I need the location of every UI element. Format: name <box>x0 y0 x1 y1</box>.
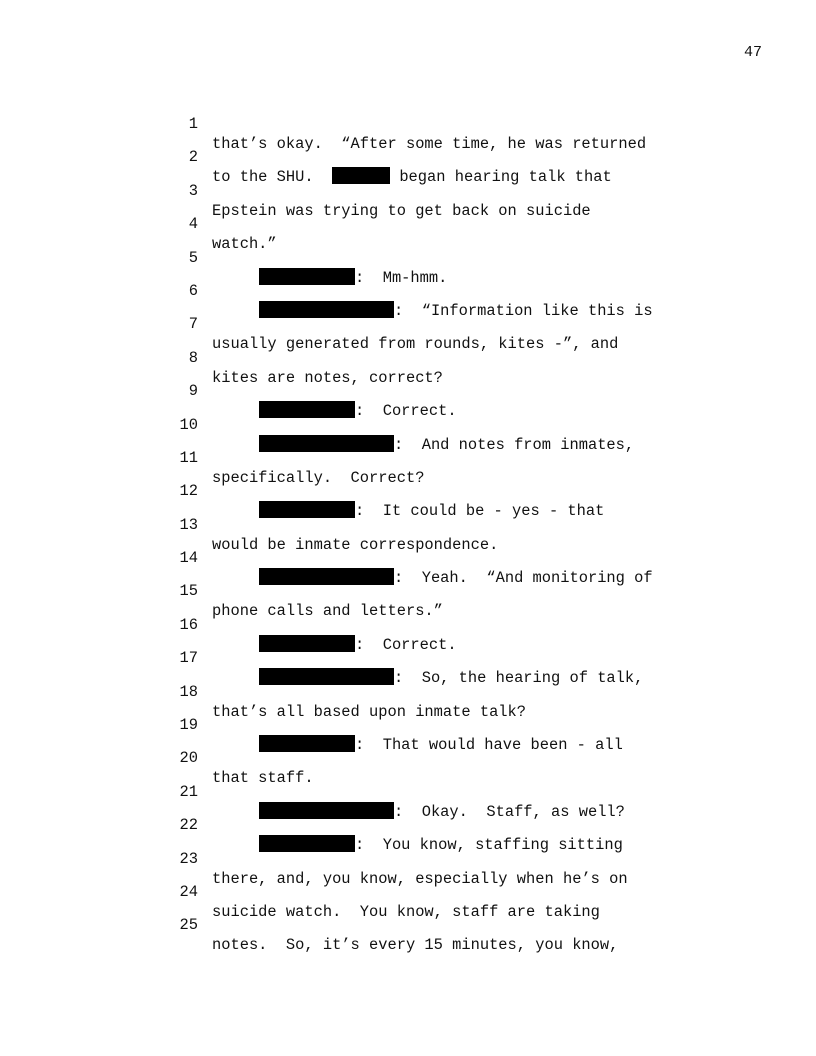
speaker-text: : Mm-hmm. <box>355 268 448 287</box>
line-text: would be inmate correspondence. <box>212 535 499 554</box>
line-number: 9 <box>188 382 198 401</box>
transcript-line <box>170 662 690 721</box>
speaker-text: : “Information like this is <box>394 301 653 320</box>
line-text: kites are notes, correct? <box>212 368 443 387</box>
line-text: phone calls and letters.” <box>212 602 443 621</box>
line-text: there, and, you know, especially when he’s on <box>212 869 628 888</box>
speaker-text: : Correct. <box>355 635 457 654</box>
speaker-text: : Yeah. “And monitoring of <box>394 569 653 588</box>
line-number: 17 <box>179 649 198 668</box>
transcript-line <box>170 461 690 521</box>
speaker-text: : You know, staffing sitting <box>355 836 623 855</box>
line-number: 24 <box>179 882 198 901</box>
line-text: suicide watch. You know, staff are taking <box>212 902 600 921</box>
line-text-before-redaction: to the SHU. <box>212 168 333 187</box>
transcript-line <box>170 728 690 788</box>
transcript-line <box>170 395 690 454</box>
line-number: 1 <box>188 115 198 133</box>
speaker-text: : That would have been - all <box>355 736 623 755</box>
line-number: 5 <box>188 248 198 267</box>
transcript-line <box>170 228 690 287</box>
line-text: that’s okay. “After some time, he was returned <box>212 135 647 153</box>
transcript-line <box>170 829 690 888</box>
line-number: 23 <box>179 849 198 868</box>
line-text-after-redaction: began hearing talk that <box>390 168 612 187</box>
line-number: 3 <box>188 181 198 200</box>
transcript-line <box>170 628 690 688</box>
transcript-line <box>170 94 690 153</box>
line-number: 18 <box>179 682 198 701</box>
transcript-line <box>170 762 690 821</box>
transcript-body <box>170 94 690 955</box>
transcript-line <box>170 795 690 855</box>
transcript-line <box>170 528 690 588</box>
line-text: Epstein was trying to get back on suicide <box>212 201 591 220</box>
transcript-line <box>170 127 690 187</box>
speaker-text: : So, the hearing of talk, <box>394 669 644 688</box>
line-number: 4 <box>188 215 198 234</box>
page-number: 47 <box>743 44 762 61</box>
line-text: that’s all based upon inmate talk? <box>212 702 527 721</box>
transcript-line <box>170 194 690 254</box>
line-text: that staff. <box>212 769 314 788</box>
transcript-line <box>170 595 690 654</box>
line-number: 14 <box>179 549 198 568</box>
line-number: 10 <box>179 415 198 434</box>
line-number: 16 <box>179 615 198 634</box>
line-number: 13 <box>179 515 198 534</box>
line-number: 19 <box>179 716 198 735</box>
transcript-line <box>170 561 690 621</box>
speaker-text: : Okay. Staff, as well? <box>394 802 625 821</box>
transcript-line <box>170 361 690 421</box>
transcript-line <box>170 495 690 554</box>
line-text: specifically. Correct? <box>212 468 425 487</box>
line-number: 12 <box>179 482 198 501</box>
transcript-line <box>170 895 690 955</box>
line-number: 2 <box>188 148 198 167</box>
transcript-line <box>170 261 690 320</box>
speaker-text: : And notes from inmates, <box>394 435 635 454</box>
line-number: 7 <box>188 315 198 334</box>
transcript-line <box>170 328 690 387</box>
speaker-text: : Correct. <box>355 402 457 421</box>
line-text: watch.” <box>212 235 277 254</box>
transcript-line <box>170 294 690 354</box>
line-number: 22 <box>179 816 198 835</box>
line-number: 11 <box>179 448 198 467</box>
line-number: 20 <box>179 749 198 768</box>
speaker-text: : It could be - yes - that <box>355 502 605 521</box>
line-number: 6 <box>188 281 198 300</box>
line-number: 8 <box>188 348 198 367</box>
line-number: 21 <box>179 782 198 801</box>
transcript-line <box>170 428 690 487</box>
line-number: 25 <box>179 916 198 935</box>
line-number: 15 <box>179 582 198 601</box>
line-text: notes. So, it’s every 15 minutes, you know, <box>212 936 619 955</box>
transcript-line <box>170 862 690 921</box>
transcript-line <box>170 161 690 220</box>
line-text: usually generated from rounds, kites -”, and <box>212 335 619 354</box>
transcript-line <box>170 695 690 755</box>
